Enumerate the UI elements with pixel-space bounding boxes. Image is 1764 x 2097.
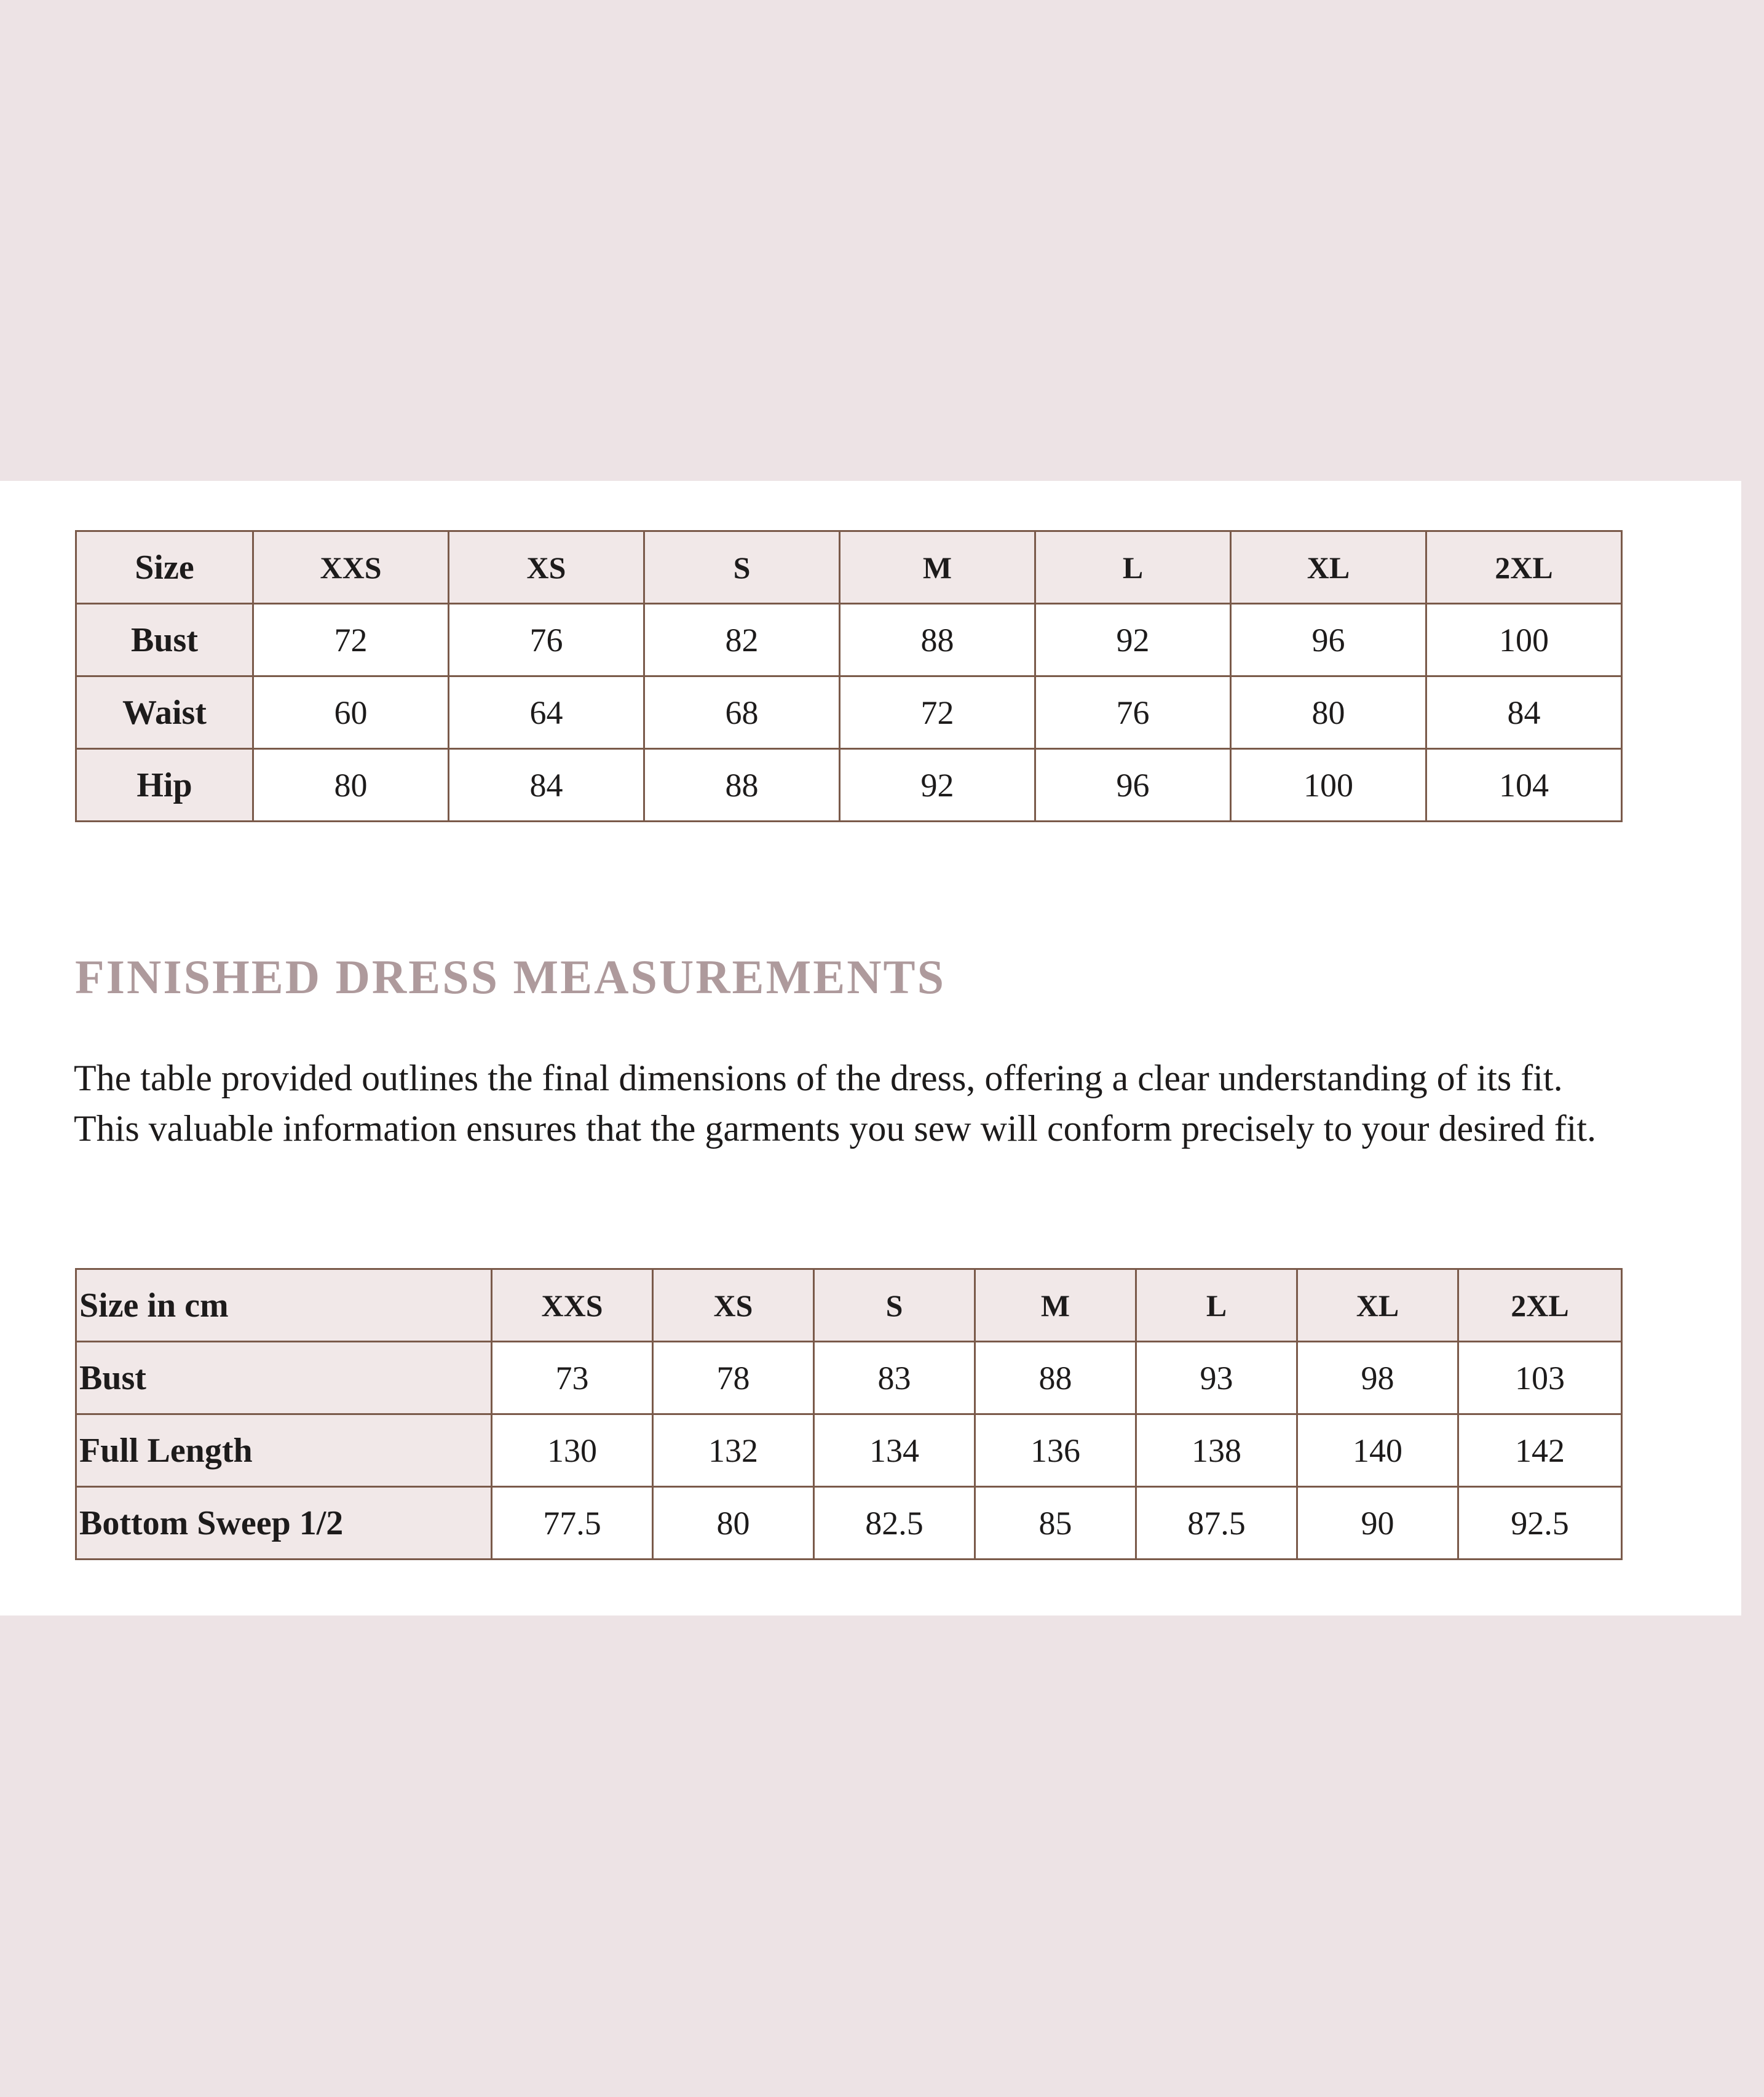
table-cell: 92.5 xyxy=(1458,1487,1622,1560)
table-cell: 93 xyxy=(1136,1342,1297,1414)
size-column-header: XL xyxy=(1231,531,1426,604)
finished-measurements-table xyxy=(75,1268,1623,1560)
table-row xyxy=(76,604,1622,676)
table-cell: 136 xyxy=(975,1414,1136,1487)
table-cell: 80 xyxy=(1231,676,1426,749)
table-cell: 134 xyxy=(814,1414,975,1487)
table-cell: 82.5 xyxy=(814,1487,975,1560)
table-cell: 98 xyxy=(1297,1342,1458,1414)
table-cell: 73 xyxy=(492,1342,653,1414)
table-cell: 68 xyxy=(644,676,840,749)
table-cell: 85 xyxy=(975,1487,1136,1560)
table-cell: 142 xyxy=(1458,1414,1622,1487)
table-cell: 76 xyxy=(1035,676,1231,749)
table-cell: 92 xyxy=(1035,604,1231,676)
table-cell: 138 xyxy=(1136,1414,1297,1487)
table-cell: 72 xyxy=(840,676,1035,749)
table-cell: 90 xyxy=(1297,1487,1458,1560)
size-column-header: XS xyxy=(449,531,644,604)
row-label-waist: Waist xyxy=(76,676,253,749)
table-cell: 80 xyxy=(653,1487,814,1560)
size-column-header: 2XL xyxy=(1426,531,1622,604)
table-cell: 96 xyxy=(1035,749,1231,822)
table-cell: 100 xyxy=(1426,604,1622,676)
size-header-cell: Size xyxy=(76,531,253,604)
row-label-hip: Hip xyxy=(76,749,253,822)
table-cell: 88 xyxy=(644,749,840,822)
table-row xyxy=(76,1342,1622,1414)
size-column-header: XL xyxy=(1297,1269,1458,1342)
table-cell: 82 xyxy=(644,604,840,676)
table-cell: 60 xyxy=(253,676,449,749)
table-cell: 88 xyxy=(975,1342,1136,1414)
table-cell: 96 xyxy=(1231,604,1426,676)
table-header-row xyxy=(76,1269,1622,1342)
row-label-bust: Bust xyxy=(76,1342,492,1414)
table-cell: 78 xyxy=(653,1342,814,1414)
table-cell: 83 xyxy=(814,1342,975,1414)
table-cell: 130 xyxy=(492,1414,653,1487)
size-column-header: S xyxy=(814,1269,975,1342)
row-label-full-length: Full Length xyxy=(76,1414,492,1487)
size-column-header: L xyxy=(1035,531,1231,604)
section-title: FINISHED DRESS MEASUREMENTS xyxy=(75,950,946,1004)
table-cell: 64 xyxy=(449,676,644,749)
size-column-header: XXS xyxy=(492,1269,653,1342)
table-cell: 76 xyxy=(449,604,644,676)
table-cell: 88 xyxy=(840,604,1035,676)
table-cell: 72 xyxy=(253,604,449,676)
table-row xyxy=(76,749,1622,822)
table-cell: 84 xyxy=(1426,676,1622,749)
table-row xyxy=(76,1487,1622,1560)
table-cell: 103 xyxy=(1458,1342,1622,1414)
size-column-header: L xyxy=(1136,1269,1297,1342)
size-column-header: M xyxy=(975,1269,1136,1342)
size-chart-card xyxy=(0,481,1741,1615)
table-cell: 92 xyxy=(840,749,1035,822)
table-cell: 104 xyxy=(1426,749,1622,822)
intro-paragraph: The table provided outlines the final dimensions of the dress, offering a clear understanding of its fit. This valuable information ensures that the garments you sew will conform precisely to your desired fit. xyxy=(74,1058,1597,1149)
row-label-bottom-sweep: Bottom Sweep 1/2 xyxy=(76,1487,492,1560)
size-column-header: M xyxy=(840,531,1035,604)
table-row xyxy=(76,1414,1622,1487)
table-cell: 87.5 xyxy=(1136,1487,1297,1560)
size-column-header: 2XL xyxy=(1458,1269,1622,1342)
size-column-header: S xyxy=(644,531,840,604)
table-cell: 77.5 xyxy=(492,1487,653,1560)
row-label-bust: Bust xyxy=(76,604,253,676)
body-measurements-table xyxy=(75,530,1623,822)
size-column-header: XS xyxy=(653,1269,814,1342)
table-cell: 84 xyxy=(449,749,644,822)
table-cell: 80 xyxy=(253,749,449,822)
table-cell: 140 xyxy=(1297,1414,1458,1487)
table-row xyxy=(76,676,1622,749)
table-header-row xyxy=(76,531,1622,604)
table-cell: 132 xyxy=(653,1414,814,1487)
table-cell: 100 xyxy=(1231,749,1426,822)
size-column-header: XXS xyxy=(253,531,449,604)
size-in-cm-header-cell: Size in cm xyxy=(76,1269,492,1342)
